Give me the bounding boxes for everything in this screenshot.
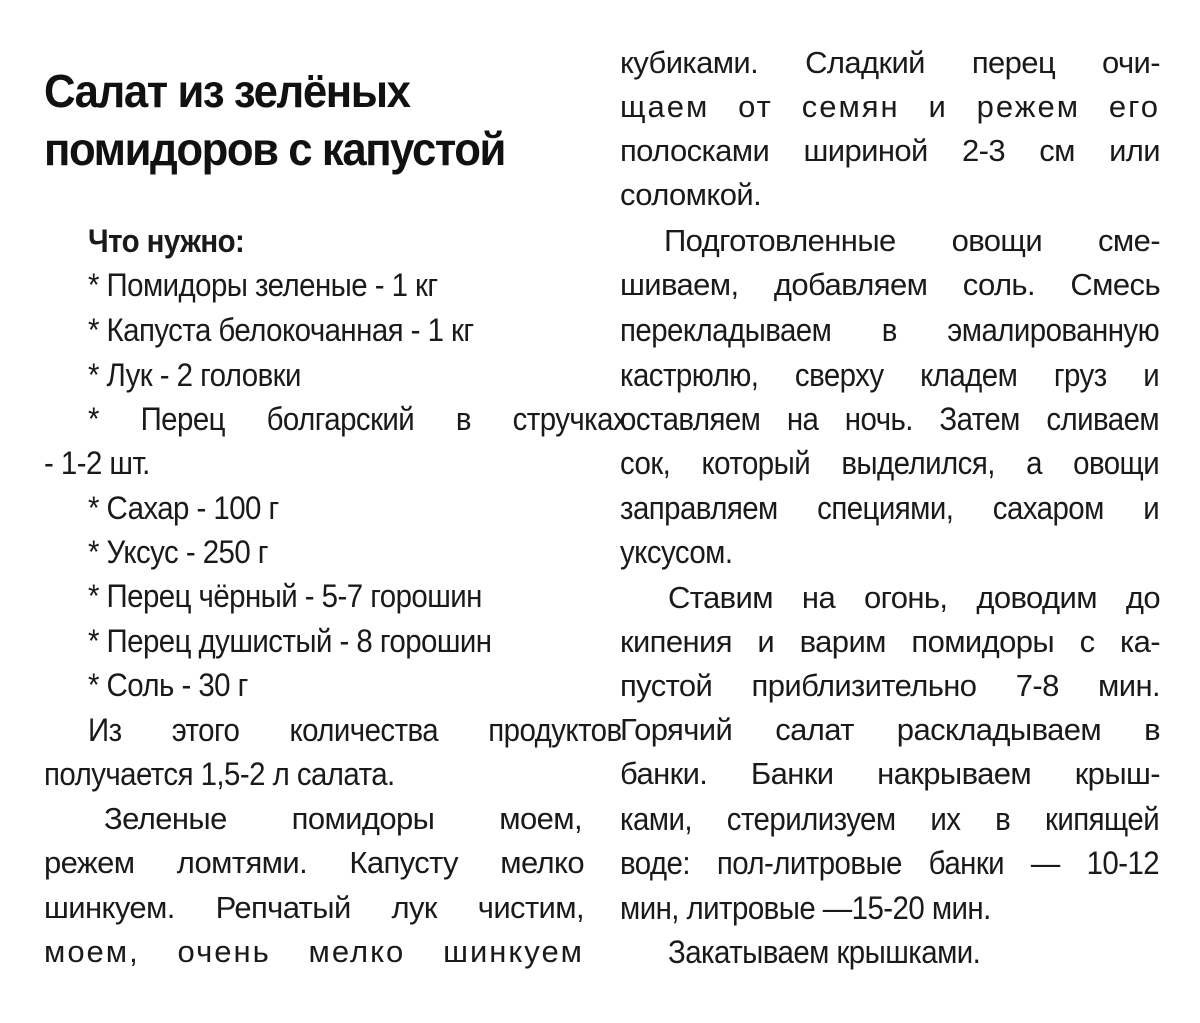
body-text-line: пустой приблизительно 7-8 мин. <box>620 668 1160 703</box>
ingredient-item-continued: - 1-2 шт. <box>44 445 150 481</box>
recipe-title-line-1: Салат из зелёных <box>44 65 410 117</box>
body-text-line: режем ломтями. Капусту мелко <box>44 845 584 880</box>
body-text-line: Из этого количества продуктов <box>88 712 622 748</box>
body-text-line: кастрюлю, сверху кладем груз и <box>620 357 1160 393</box>
ingredient-item: * Помидоры зеленые - 1 кг <box>88 267 438 303</box>
body-text-line: Закатываем крышками. <box>668 934 981 970</box>
ingredient-item: * Лук - 2 головки <box>88 357 301 393</box>
body-text-line: получается 1,5-2 л салата. <box>44 756 395 792</box>
body-text-line: шиваем, добавляем соль. Смесь <box>620 267 1160 302</box>
body-text-line: шинкуем. Репчатый лук чистим, <box>44 890 584 925</box>
body-text-line: Горячий салат раскладываем в <box>620 712 1160 747</box>
body-text-line: банки. Банки накрываем крыш- <box>620 756 1160 791</box>
body-text-line: сок, который выделился, а овощи <box>620 445 1160 481</box>
body-text-line: моем, очень мелко шинкуем <box>44 934 584 969</box>
body-text-line: кипения и варим помидоры с ка- <box>620 624 1160 659</box>
body-text-line: заправляем специями, сахаром и <box>620 490 1160 526</box>
body-text-line: Ставим на огонь, доводим до <box>668 580 1160 615</box>
recipe-title-line-2: помидоров с капустой <box>44 123 505 175</box>
body-text-line: перекладываем в эмалированную <box>620 312 1160 348</box>
ingredient-item: * Перец болгарский в стручках <box>88 401 628 437</box>
body-text-line: ками, стерилизуем их в кипящей <box>620 801 1160 837</box>
ingredients-heading: Что нужно: <box>88 223 245 259</box>
body-text-line: Зеленые помидоры моем, <box>104 801 582 836</box>
ingredient-item: * Перец чёрный - 5-7 горошин <box>88 578 482 614</box>
body-text-line: щаем от семян и режем его <box>620 89 1160 124</box>
recipe-title <box>44 62 557 178</box>
body-text-line: воде: пол-литровые банки — 10-12 <box>620 845 1160 881</box>
ingredient-item: * Перец душистый - 8 горошин <box>88 623 492 659</box>
body-text-line: соломкой. <box>620 177 762 212</box>
ingredient-item: * Сахар - 100 г <box>88 490 279 526</box>
body-text-line: уксусом. <box>620 534 733 570</box>
body-text-line: оставляем на ночь. Затем сливаем <box>620 401 1160 437</box>
ingredient-item: * Капуста белокочанная - 1 кг <box>88 312 474 348</box>
body-text-line: кубиками. Сладкий перец очи- <box>620 45 1160 80</box>
body-text-line: полосками шириной 2-3 см или <box>620 133 1160 168</box>
ingredient-item: * Уксус - 250 г <box>88 534 268 570</box>
body-text-line: Подготовленные овощи сме- <box>664 223 1160 258</box>
ingredient-item: * Соль - 30 г <box>88 667 248 703</box>
body-text-line: мин, литровые —15-20 мин. <box>620 890 991 926</box>
